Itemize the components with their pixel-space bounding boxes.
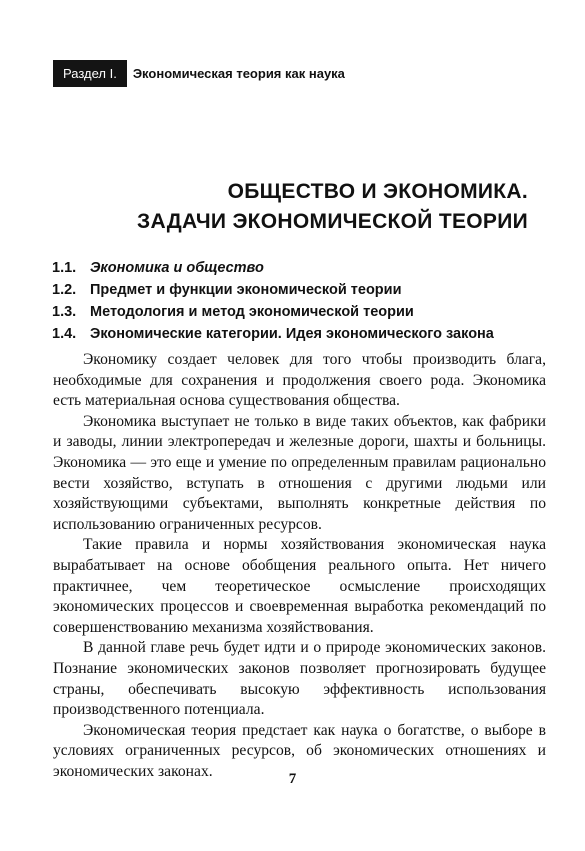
running-header: [53, 60, 345, 87]
toc-item-label: Экономические категории. Идея экономического закона: [90, 326, 494, 342]
toc-item-number: 1.3.: [52, 304, 77, 320]
toc-item-number: 1.4.: [52, 326, 77, 342]
toc-item: [52, 301, 494, 323]
paragraph: Экономика выступает не только в виде таких объектов, как фабрики и заводы, линии электропередач и железные дороги, шахты и больницы. Экономика — это еще и умение по определенным правилам рационально вести хозяйство, вступать в отношения с другими людьми или хозяйствующими субъектами, выполнять конкретные действия по использованию ограниченных ресурсов.: [53, 412, 546, 533]
paragraph: В данной главе речь будет идти и о природе экономических законов. Познание экономических законов позволяет прогнозировать будущее страны, обеспечивать высокую эффективность использования производственного потенциала.: [53, 639, 546, 719]
toc-item-number: 1.1.: [52, 260, 77, 276]
toc-item: [52, 279, 494, 301]
chapter-title: [137, 177, 528, 237]
chapter-title-line-1: ОБЩЕСТВО И ЭКОНОМИКА.: [227, 180, 528, 203]
section-title: Экономическая теория как наука: [132, 66, 345, 81]
toc-item: [52, 323, 494, 345]
toc-item-label: Экономика и общество: [90, 260, 264, 276]
toc-item: [52, 257, 494, 279]
page-number: 7: [288, 771, 297, 787]
paragraph: Экономику создает человек для того чтобы производить блага, необходимые для сохранения и продолжения своего рода. Экономика есть материальная основа существования общества.: [53, 351, 546, 410]
section-tag: Раздел I.: [53, 60, 127, 87]
chapter-contents: [52, 257, 494, 345]
chapter-title-line-2: ЗАДАЧИ ЭКОНОМИЧЕСКОЙ ТЕОРИИ: [137, 210, 528, 233]
body-text: [53, 350, 546, 782]
toc-item-label: Предмет и функции экономической теории: [90, 282, 402, 298]
toc-item-number: 1.2.: [52, 282, 77, 298]
toc-item-label: Методология и метод экономической теории: [90, 304, 414, 320]
paragraph: Такие правила и нормы хозяйствования экономическая наука вырабатывает на основе обобщения реального опыта. Нет ничего практичнее, чем теоретическое осмысление происходящих экономических процессов и своевременная выработка рекомендаций по совершенствованию механизма хозяйствования.: [53, 536, 546, 636]
paragraph: Экономическая теория предстает как наука о богатстве, о выборе в условиях ограниченных ресурсов, об экономических отношениях и экономических законах.: [53, 721, 546, 780]
